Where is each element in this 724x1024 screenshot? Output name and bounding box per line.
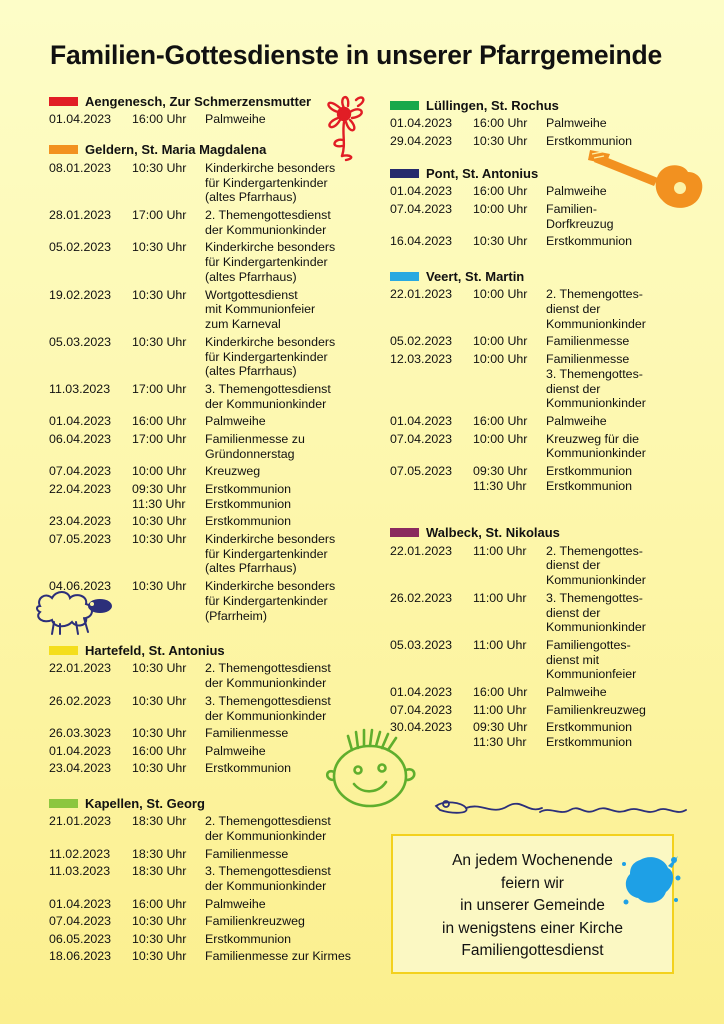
event-time: 10:00 Uhr — [473, 351, 528, 366]
event-time: 10:30 Uhr — [473, 133, 528, 148]
event-text: Kinderkirche besonders für Kindergartenkinder (Pfarrheim) — [205, 579, 336, 623]
event-text: 2. Themengottes- dienst der Kommunionkinder — [546, 287, 646, 331]
event-text: Kinderkirche besonders für Kindergartenkinder (altes Pfarrhaus) — [205, 240, 336, 284]
event-date: 01.04.2023 — [49, 112, 112, 126]
event-date: 01.04.2023 — [390, 685, 453, 700]
parish-walbeck — [390, 524, 700, 750]
parish-name: Pont, St. Antonius — [426, 165, 539, 181]
event-text: Familienmesse zu Gründonnerstag — [205, 431, 305, 461]
event-text: Erstkommunion — [546, 234, 633, 249]
event-text: Palmweihe — [546, 184, 607, 199]
event-time: 16:00 Uhr — [132, 896, 187, 911]
event-text: Familienkreuzweg — [546, 702, 646, 717]
event-date: 07.04.2023 — [49, 464, 112, 479]
event-text: Palmweihe — [546, 116, 607, 130]
parish-color-swatch — [390, 169, 419, 178]
event-row — [49, 208, 379, 238]
event-row — [49, 897, 379, 912]
event-text: Erstkommunion — [205, 761, 292, 776]
event-row — [49, 532, 379, 576]
event-row — [390, 544, 700, 588]
event-row — [390, 703, 700, 718]
parish-color-swatch — [49, 799, 78, 808]
event-time: 10:30 Uhr — [132, 334, 187, 349]
event-text: Kreuzweg für die Kommunionkinder — [546, 431, 646, 461]
event-date: 05.03.2023 — [49, 334, 112, 349]
event-date: 23.04.2023 — [49, 514, 112, 529]
event-time: 10:00 Uhr — [473, 334, 528, 349]
event-row — [390, 685, 700, 700]
event-time: 10:30 Uhr — [132, 914, 187, 929]
event-text: Erstkommunion Erstkommunion — [546, 720, 633, 750]
event-date: 22.01.2023 — [390, 287, 453, 302]
event-time: 16:00 Uhr — [473, 685, 528, 700]
event-text: 3. Themengottes- dienst der Kommunionkinder — [546, 590, 646, 635]
event-row — [390, 720, 700, 750]
event-text: Erstkommunion — [205, 931, 292, 946]
event-date: 05.02.2023 — [49, 240, 112, 255]
event-time: 10:30 Uhr — [132, 693, 187, 708]
event-row — [49, 482, 379, 512]
event-row — [49, 432, 379, 462]
event-date: 06.05.2023 — [49, 931, 112, 946]
event-row — [390, 287, 700, 331]
event-time: 10:30 Uhr — [132, 514, 187, 529]
event-time: 16:00 Uhr — [473, 413, 528, 428]
event-time: 16:00 Uhr — [132, 414, 187, 429]
event-row — [390, 638, 700, 682]
event-row — [49, 240, 379, 284]
parish-name: Aengenesch, Zur Schmerzensmutter — [85, 93, 312, 109]
event-row — [49, 382, 379, 412]
event-date: 01.04.2023 — [390, 116, 453, 130]
event-text: Wortgottesdienst mit Kommunionfeier zum Karneval — [205, 287, 316, 332]
parish-name: Kapellen, St. Georg — [85, 795, 205, 811]
event-date: 05.03.2023 — [390, 637, 453, 652]
event-text: Familienmesse zur Kirmes — [205, 949, 351, 964]
event-date: 11.03.2023 — [49, 864, 111, 879]
event-date: 04.06.2023 — [49, 579, 112, 594]
page-title: Familien-Gottesdienste in unserer Pfarrgemeinde — [50, 40, 663, 70]
event-row — [49, 847, 379, 862]
event-time: 10:30 Uhr — [132, 160, 187, 175]
event-date: 07.05.2023 — [390, 463, 453, 478]
event-date: 29.04.2023 — [390, 133, 453, 148]
event-date: 11.03.2023 — [49, 381, 111, 396]
event-time: 10:30 Uhr — [132, 531, 187, 546]
event-text: 2. Themengottes- dienst der Kommunionkinder — [546, 543, 646, 588]
parish-name: Lüllingen, St. Rochus — [426, 97, 559, 113]
event-date: 01.04.2023 — [390, 413, 453, 428]
event-row — [390, 116, 700, 131]
event-time: 10:30 Uhr — [132, 579, 187, 594]
event-time: 10:30 Uhr — [132, 931, 187, 946]
event-date: 26.02.2023 — [390, 590, 453, 605]
event-date: 12.03.2023 — [390, 351, 453, 366]
event-row — [390, 464, 700, 494]
guitar-icon — [588, 148, 706, 216]
event-text: Erstkommunion Erstkommunion — [205, 481, 292, 511]
event-date: 16.04.2023 — [390, 234, 453, 249]
event-time: 10:30 Uhr — [132, 240, 187, 255]
event-text: Kreuzweg — [205, 464, 261, 479]
event-text: Erstkommunion — [205, 514, 292, 529]
event-date: 26.02.2023 — [49, 693, 112, 708]
event-time: 10:00 Uhr — [473, 201, 528, 216]
event-text: Kinderkirche besonders für Kindergartenkinder (altes Pfarrhaus) — [205, 334, 336, 379]
left-column — [49, 92, 379, 982]
event-date: 26.03.3023 — [49, 726, 112, 741]
event-time: 11:00 Uhr — [473, 702, 527, 717]
event-row — [390, 134, 700, 149]
event-row — [49, 464, 379, 479]
event-text: Kinderkirche besonders für Kindergartenkinder (altes Pfarrhaus) — [205, 160, 336, 205]
event-time: 17:00 Uhr — [132, 207, 187, 222]
event-date: 22.04.2023 — [49, 481, 112, 496]
event-row — [390, 432, 700, 462]
event-row — [49, 694, 379, 724]
parish-header — [49, 641, 379, 659]
event-time: 09:30 Uhr 11:30 Uhr — [473, 463, 528, 493]
event-time: 10:30 Uhr — [132, 726, 187, 741]
event-time: 11:00 Uhr — [473, 543, 527, 558]
event-time: 11:00 Uhr — [473, 637, 527, 652]
event-text: Familienkreuzweg — [205, 914, 305, 929]
parish-name: Geldern, St. Maria Magdalena — [85, 142, 267, 158]
event-row — [49, 949, 379, 964]
event-row — [49, 661, 379, 691]
event-date: 11.02.2023 — [49, 846, 111, 861]
event-row — [49, 914, 379, 929]
parish-color-swatch — [390, 101, 419, 110]
event-row — [49, 932, 379, 947]
parish-header — [390, 524, 700, 542]
event-text: Familienmesse — [205, 726, 289, 741]
event-text: Palmweihe — [205, 112, 266, 126]
event-date: 07.04.2023 — [49, 914, 112, 929]
smiley-face-icon — [318, 726, 430, 812]
event-time: 10:30 Uhr — [473, 234, 528, 249]
event-date: 01.04.2023 — [390, 184, 453, 199]
event-row — [49, 814, 379, 844]
event-date: 23.04.2023 — [49, 761, 112, 776]
event-date: 06.04.2023 — [49, 431, 112, 446]
event-text: 3. Themengottesdienst der Kommunionkinder — [205, 381, 331, 411]
event-text: Palmweihe — [205, 896, 266, 911]
event-time: 10:30 Uhr — [132, 287, 187, 302]
event-date: 01.04.2023 — [49, 414, 112, 429]
event-time: 17:00 Uhr — [132, 381, 187, 396]
flower-icon — [316, 90, 372, 162]
event-text: Palmweihe — [546, 685, 607, 700]
event-time: 16:00 Uhr — [132, 112, 187, 126]
event-text: Palmweihe — [205, 743, 266, 758]
event-time: 17:00 Uhr — [132, 431, 187, 446]
mouse-icon — [432, 796, 690, 822]
event-text: Erstkommunion — [546, 133, 633, 148]
event-row — [49, 335, 379, 379]
parish-header — [390, 96, 700, 114]
event-date: 18.06.2023 — [49, 949, 112, 964]
event-text: Familienmesse — [546, 334, 630, 349]
parish-color-swatch — [390, 528, 419, 537]
event-row — [49, 288, 379, 332]
event-time: 18:30 Uhr — [132, 846, 187, 861]
event-row — [49, 161, 379, 205]
parish-name: Hartefeld, St. Antonius — [85, 642, 225, 658]
event-time: 16:00 Uhr — [132, 743, 187, 758]
event-text: 2. Themengottesdienst der Kommunionkinder — [205, 814, 331, 844]
event-date: 07.04.2023 — [390, 201, 453, 216]
parish-veert — [390, 267, 700, 493]
notice-text: An jedem Wochenende feiern wir in unserer Gemeinde in wenigstens einer Kirche Familiengottesdienst — [442, 852, 623, 960]
event-row — [49, 514, 379, 529]
event-time: 10:30 Uhr — [132, 949, 187, 964]
event-row — [49, 414, 379, 429]
event-date: 22.01.2023 — [390, 543, 453, 558]
event-date: 22.01.2023 — [49, 661, 112, 676]
event-row — [390, 334, 700, 349]
event-row — [390, 352, 700, 411]
event-date: 21.01.2023 — [49, 814, 112, 829]
event-text: 2. Themengottesdienst der Kommunionkinder — [205, 207, 331, 237]
event-text: Kinderkirche besonders für Kindergartenkinder (altes Pfarrhaus) — [205, 531, 336, 576]
event-text: Erstkommunion Erstkommunion — [546, 463, 633, 493]
paint-splash-icon — [618, 852, 684, 912]
parish-color-swatch — [390, 272, 419, 281]
event-date: 07.04.2023 — [390, 431, 453, 446]
event-time: 18:30 Uhr — [132, 814, 187, 829]
event-row — [390, 234, 700, 249]
parish-header — [390, 267, 700, 285]
event-time: 10:30 Uhr — [132, 761, 187, 776]
event-date: 07.04.2023 — [390, 702, 453, 717]
event-row — [49, 864, 379, 894]
event-time: 09:30 Uhr 11:30 Uhr — [473, 720, 528, 750]
event-time: 10:30 Uhr — [132, 661, 187, 676]
event-text: Familiengottes- dienst mit Kommunionfeier — [546, 637, 637, 682]
event-text: Familienmesse 3. Themengottes- dienst der Kommunionkinder — [546, 351, 646, 411]
event-text: 3. Themengottesdienst der Kommunionkinder — [205, 693, 331, 723]
event-text: Palmweihe — [546, 413, 607, 428]
parish-geldern — [49, 141, 379, 624]
event-date: 08.01.2023 — [49, 160, 112, 175]
event-time: 09:30 Uhr 11:30 Uhr — [132, 481, 187, 511]
event-date: 05.02.2023 — [390, 334, 453, 349]
event-time: 11:00 Uhr — [473, 590, 527, 605]
event-time: 16:00 Uhr — [473, 116, 528, 130]
parish-luellingen — [390, 96, 700, 148]
event-time: 10:00 Uhr — [473, 431, 528, 446]
event-date: 28.01.2023 — [49, 207, 112, 222]
event-row — [390, 591, 700, 635]
event-time: 18:30 Uhr — [132, 864, 187, 879]
event-text: 2. Themengottesdienst der Kommunionkinder — [205, 661, 331, 691]
parish-kapellen — [49, 794, 379, 964]
event-date: 30.04.2023 — [390, 720, 453, 735]
event-date: 01.04.2023 — [49, 896, 112, 911]
event-text: Familien- Dorfkreuzug — [546, 201, 614, 231]
event-row — [390, 414, 700, 429]
event-date: 07.05.2023 — [49, 531, 112, 546]
parish-color-swatch — [49, 646, 78, 655]
sheep-icon — [32, 588, 116, 638]
event-time: 16:00 Uhr — [473, 184, 528, 199]
parish-name: Veert, St. Martin — [426, 268, 525, 284]
event-date: 19.02.2023 — [49, 287, 112, 302]
event-time: 10:00 Uhr — [473, 287, 528, 302]
event-text: Palmweihe — [205, 414, 266, 429]
event-text: 3. Themengottesdienst der Kommunionkinder — [205, 864, 331, 894]
event-time: 10:00 Uhr — [132, 464, 187, 479]
event-date: 01.04.2023 — [49, 743, 112, 758]
parish-color-swatch — [49, 145, 78, 154]
event-text: Familienmesse — [205, 846, 289, 861]
parish-name: Walbeck, St. Nikolaus — [426, 525, 560, 541]
parish-color-swatch — [49, 97, 78, 106]
